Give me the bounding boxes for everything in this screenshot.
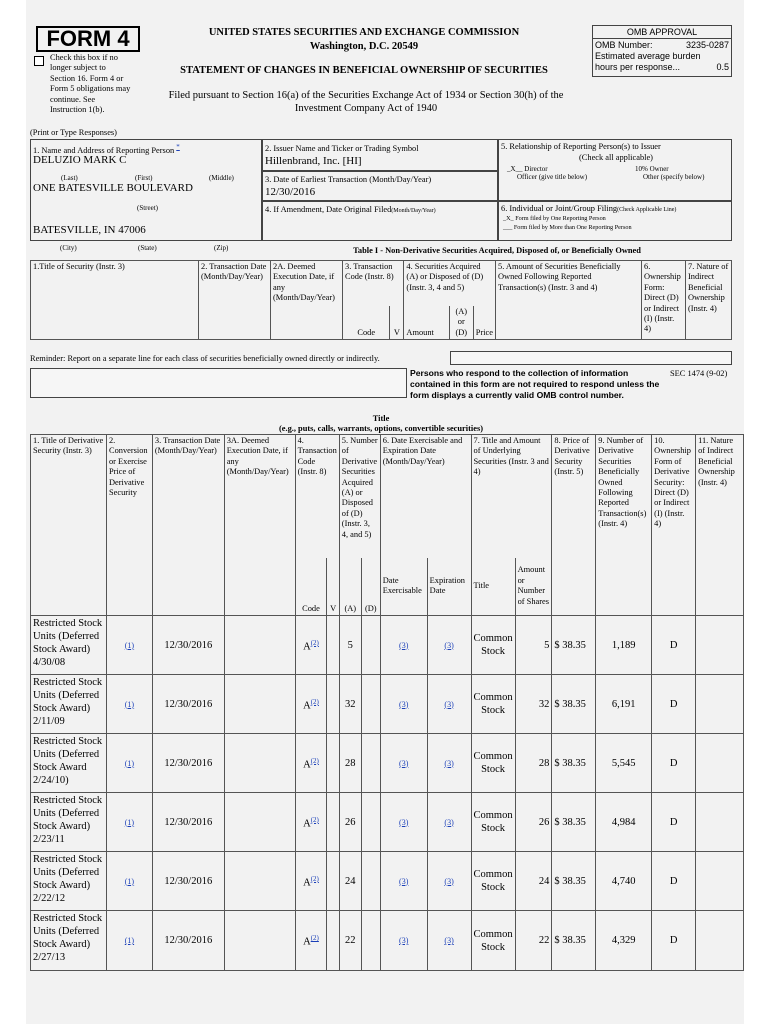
table-row — [31, 734, 744, 793]
t1-h1: 1.Title of Security (Instr. 3) — [31, 261, 199, 340]
table1 — [30, 260, 732, 340]
row-title: Restricted Stock Units (Deferred Stock Award) 4/30/08 — [31, 616, 107, 675]
reminder-text: Reminder: Report on a separate line for each class of securities beneficially owned directly or indirectly. — [30, 354, 380, 363]
row-title: Restricted Stock Units (Deferred Stock Award) 2/11/09 — [31, 675, 107, 734]
first-label: (First) — [135, 174, 153, 182]
row-form: D — [652, 616, 696, 675]
row-owned: 4,329 — [596, 911, 652, 971]
footnote-link[interactable]: (3) — [444, 817, 454, 827]
amendment-label: 4. If Amendment, Date Original Filed — [265, 205, 392, 214]
row-title: Restricted Stock Units (Deferred Stock Award 2/24/10) — [31, 734, 107, 793]
row-date: 12/30/2016 — [152, 793, 224, 852]
row-underlying-title: Common Stock — [471, 852, 515, 911]
relationship-director: _X__ Director — [507, 165, 548, 173]
row-code: A — [303, 641, 311, 653]
t2-code: Code — [295, 558, 327, 616]
footnote-link[interactable]: (3) — [444, 640, 454, 650]
row-acquired: 26 — [339, 793, 361, 852]
issuer-name: Hillenbrand, Inc. [HI] — [265, 155, 362, 167]
t2-expiration-date: Expiration Date — [427, 558, 471, 616]
t1-h2a: 2A. Deemed Execution Date, if any (Month/Day/Year) — [271, 261, 343, 340]
relationship-officer: Officer (give title below) — [517, 173, 588, 181]
footnote-link[interactable]: (2) — [310, 756, 319, 765]
amendment-sub: (Month/Day/Year) — [391, 208, 436, 214]
table2 — [30, 434, 744, 971]
city-state-zip: BATESVILLE, IN 47006 — [33, 224, 146, 236]
t1-code: Code — [343, 306, 390, 340]
joint-one: _X_ Form filed by One Reporting Person — [503, 215, 606, 222]
omb-number-label: OMB Number: — [595, 40, 653, 50]
relationship-owner: 10% Owner — [635, 165, 669, 173]
reporting-person-name: DELUZIO MARK C — [33, 154, 127, 166]
row-date: 12/30/2016 — [152, 734, 224, 793]
sec-code: SEC 1474 (9-02) — [670, 369, 728, 378]
last-label: (Last) — [61, 174, 78, 182]
name-label: 1. Name and Address of Reporting Person — [33, 145, 175, 155]
row-owned: 5,545 — [596, 734, 652, 793]
row-acquired: 24 — [339, 852, 361, 911]
row-underlying-amount: 26 — [515, 793, 552, 852]
footnote-link[interactable]: (3) — [399, 817, 409, 827]
t1-h4: 4. Securities Acquired (A) or Disposed of (D) (Instr. 3, 4 and 5) — [404, 261, 496, 306]
row-price: $ 38.35 — [552, 734, 596, 793]
footnote-link[interactable]: (1) — [124, 699, 135, 709]
omb-title: OMB APPROVAL — [593, 26, 731, 39]
row-form: D — [652, 911, 696, 971]
t2-h7: 7. Title and Amount of Underlying Securities (Instr. 3 and 4) — [471, 435, 552, 558]
t1-price: Price — [473, 306, 495, 340]
t1-v: V — [390, 306, 404, 340]
no-longer-subject-label: Check this box if no longer subject to Section 16. Form 4 or Form 5 obligations may continue. See Instruction 1(b). — [50, 53, 131, 115]
footnote-link[interactable]: (1) — [124, 817, 135, 827]
form-page — [26, 0, 744, 1024]
omb-approval-box — [592, 25, 732, 77]
t2-h6: 6. Date Exercisable and Expiration Date (Month/Day/Year) — [380, 435, 471, 558]
footnote-link[interactable]: (3) — [399, 758, 409, 768]
footnote-link[interactable]: (3) — [444, 758, 454, 768]
no-longer-subject-checkbox[interactable] — [34, 56, 44, 66]
issuer-label: 2. Issuer Name and Ticker or Trading Symbol — [265, 144, 419, 153]
t2-h1: 1. Title of Derivative Security (Instr. 3) — [31, 435, 107, 616]
t1-h6: 6. Ownership Form: Direct (D) or Indirect (I) (Instr. 4) — [642, 261, 686, 340]
t1-h3: 3. Transaction Code (Instr. 8) — [343, 261, 404, 306]
footnote-link[interactable]: (1) — [124, 758, 135, 768]
footnote-link[interactable]: (3) — [399, 699, 409, 709]
t2-amount-shares: Amount or Number of Shares — [515, 558, 552, 616]
footnote-link[interactable]: (3) — [444, 876, 454, 886]
row-price: $ 38.35 — [552, 852, 596, 911]
city-label: (City) — [60, 244, 77, 252]
row-date: 12/30/2016 — [152, 675, 224, 734]
agency-location: Washington, D.C. 20549 — [309, 41, 419, 52]
table-row — [31, 911, 744, 971]
row-underlying-title: Common Stock — [471, 675, 515, 734]
relationship-other: Other (specify below) — [643, 173, 705, 181]
row-underlying-title: Common Stock — [471, 616, 515, 675]
row-code: A — [303, 759, 311, 771]
row-acquired: 32 — [339, 675, 361, 734]
omb-hours-label: hours per response... — [595, 62, 681, 72]
footnote-link[interactable]: (2) — [310, 815, 319, 824]
form-title: FORM 4 — [36, 26, 140, 52]
t2-h5: 5. Number of Derivative Securities Acquired (A) or Disposed of (D) (Instr. 3, 4, and 5) — [339, 435, 380, 558]
row-underlying-amount: 28 — [515, 734, 552, 793]
row-form: D — [652, 734, 696, 793]
row-title: Restricted Stock Units (Deferred Stock Award) 2/27/13 — [31, 911, 107, 971]
footnote-link[interactable]: (3) — [399, 936, 409, 945]
joint-sub: (Check Applicable Line) — [617, 207, 677, 213]
name-footnote-link[interactable]: * — [176, 143, 180, 151]
row-form: D — [652, 793, 696, 852]
row-price: $ 38.35 — [552, 616, 596, 675]
t2-h3: 3. Transaction Date (Month/Day/Year) — [152, 435, 224, 616]
joint-filing-section — [498, 201, 732, 241]
row-price: $ 38.35 — [552, 911, 596, 971]
t1-aord: (A) or (D) — [449, 306, 473, 340]
earliest-date-label: 3. Date of Earliest Transaction (Month/Day/Year) — [265, 175, 432, 184]
state-label: (State) — [138, 244, 157, 252]
t2-d: (D) — [361, 558, 380, 616]
row-date: 12/30/2016 — [152, 852, 224, 911]
table1-title: Table I - Non-Derivative Securities Acquired, Disposed of, or Beneficially Owned — [353, 246, 641, 255]
row-title: Restricted Stock Units (Deferred Stock Award) 2/23/11 — [31, 793, 107, 852]
agency-name: UNITED STATES SECURITIES AND EXCHANGE COMMISSION — [208, 27, 520, 38]
table-row — [31, 675, 744, 734]
footnote-link[interactable]: (2) — [310, 638, 319, 647]
relationship-label: 5. Relationship of Reporting Person(s) to Issuer — [501, 142, 661, 151]
table-row — [31, 793, 744, 852]
t2-h11: 11. Nature of Indirect Beneficial Ownership (Instr. 4) — [696, 435, 744, 616]
omb-burden-label: Estimated average burden — [595, 51, 701, 61]
row-code: A — [303, 818, 311, 830]
filed-pursuant: Filed pursuant to Section 16(a) of the Securities Exchange Act of 1934 or Section 30(h) of the Investment Company Act of 1940 — [168, 90, 564, 114]
left-blank-box — [30, 368, 407, 398]
row-price: $ 38.35 — [552, 675, 596, 734]
t2-h8: 8. Price of Derivative Security (Instr. 5) — [552, 435, 596, 616]
persons-respond-text: Persons who respond to the collection of information contained in this form are not required to respond unless the form displays a currently valid OMB control number. — [410, 368, 660, 400]
footnote-link[interactable]: (3) — [444, 936, 454, 945]
row-owned: 1,189 — [596, 616, 652, 675]
table-row — [31, 616, 744, 675]
row-date: 12/30/2016 — [152, 911, 224, 971]
t2-h3a: 3A. Deemed Execution Date, if any (Month/Day/Year) — [224, 435, 295, 616]
street-label: (Street) — [137, 204, 158, 212]
earliest-date-section — [262, 171, 498, 201]
t2-a: (A) — [339, 558, 361, 616]
joint-more: ___ Form filed by More than One Reporting Person — [503, 224, 632, 231]
t2-v: V — [327, 558, 339, 616]
row-code: A — [303, 877, 311, 889]
row-acquired: 5 — [339, 616, 361, 675]
table-row — [31, 852, 744, 911]
row-underlying-title: Common Stock — [471, 793, 515, 852]
relationship-sub: (Check all applicable) — [579, 153, 653, 162]
omb-number: 3235-0287 — [685, 40, 729, 50]
joint-label: 6. Individual or Joint/Group Filing — [501, 204, 618, 213]
row-acquired: 22 — [339, 911, 361, 971]
footnote-link[interactable]: (1) — [124, 936, 135, 945]
t1-h5: 5. Amount of Securities Beneficially Owned Following Reported Transaction(s) (Instr. 3 and 4) — [496, 261, 642, 340]
footnote-link[interactable]: (3) — [444, 699, 454, 709]
footnote-link[interactable]: (2) — [310, 934, 319, 943]
row-owned: 4,740 — [596, 852, 652, 911]
footnote-link[interactable]: (1) — [124, 876, 135, 886]
row-owned: 6,191 — [596, 675, 652, 734]
t1-amount: Amount — [404, 306, 449, 340]
footnote-link[interactable]: (3) — [399, 876, 409, 886]
row-underlying-title: Common Stock — [471, 734, 515, 793]
footnote-link[interactable]: (3) — [399, 640, 409, 650]
t2-h9: 9. Number of Derivative Securities Beneficially Owned Following Reported Transaction(s) (Instr. 4) — [596, 435, 652, 616]
middle-label: (Middle) — [209, 174, 234, 182]
table2-title: Title — [372, 414, 390, 423]
row-acquired: 28 — [339, 734, 361, 793]
t2-title: Title — [471, 558, 515, 616]
t1-h2: 2. Transaction Date (Month/Day/Year) — [199, 261, 271, 340]
row-underlying-title: Common Stock — [471, 911, 515, 971]
amendment-section — [262, 201, 498, 241]
row-code: A — [303, 936, 311, 948]
row-title: Restricted Stock Units (Deferred Stock Award) 2/22/12 — [31, 852, 107, 911]
table2-subtitle: (e.g., puts, calls, warrants, options, convertible securities) — [278, 424, 483, 433]
reporting-person-section — [30, 139, 262, 241]
row-underlying-amount: 24 — [515, 852, 552, 911]
issuer-section — [262, 139, 498, 171]
row-price: $ 38.35 — [552, 793, 596, 852]
row-date: 12/30/2016 — [152, 616, 224, 675]
print-type-note: (Print or Type Responses) — [30, 128, 117, 137]
street-address: ONE BATESVILLE BOULEVARD — [33, 182, 193, 194]
t2-date-exercisable: Date Exercisable — [380, 558, 427, 616]
row-underlying-amount: 32 — [515, 675, 552, 734]
footnote-link[interactable]: (1) — [124, 640, 135, 650]
footnote-link[interactable]: (2) — [310, 697, 319, 706]
earliest-date: 12/30/2016 — [265, 186, 316, 198]
t2-h2: 2. Conversion or Exercise Price of Derivative Security — [106, 435, 152, 616]
relationship-section — [498, 139, 732, 201]
row-form: D — [652, 852, 696, 911]
row-underlying-amount: 22 — [515, 911, 552, 971]
footnote-link[interactable]: (2) — [310, 874, 319, 883]
zip-label: (Zip) — [214, 244, 229, 252]
row-owned: 4,984 — [596, 793, 652, 852]
row-form: D — [652, 675, 696, 734]
t1-h7: 7. Nature of Indirect Beneficial Ownership (Instr. 4) — [686, 261, 732, 340]
row-underlying-amount: 5 — [515, 616, 552, 675]
omb-hours: 0.5 — [716, 62, 729, 72]
t2-h10: 10. Ownership Form of Derivative Security: Direct (D) or Indirect (I) (Instr. 4) — [652, 435, 696, 616]
statement-title: STATEMENT OF CHANGES IN BENEFICIAL OWNERSHIP OF SECURITIES — [180, 65, 548, 76]
t2-h4: 4. Transaction Code (Instr. 8) — [295, 435, 339, 558]
row-code: A — [303, 700, 311, 712]
reminder-blank-box — [450, 351, 732, 365]
